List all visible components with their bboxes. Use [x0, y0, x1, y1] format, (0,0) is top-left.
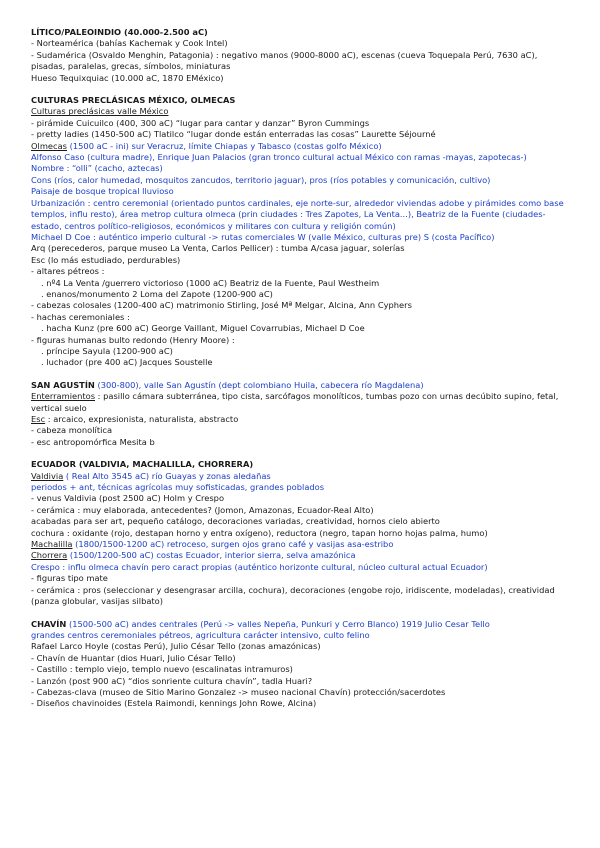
text-line: [31, 38, 572, 49]
underlined-term: Esc: [31, 414, 46, 424]
text-run: cochura : oxidante (rojo, destapan horno y entra oxígeno), reductora (negro, tapan horno hojas palma, humo): [31, 527, 488, 538]
section-heading: CHAVÍN: [31, 618, 67, 629]
text-run: Nombre : “olli” (cacho, aztecas): [31, 163, 163, 174]
text-run: : pasillo cámara subterránea, tipo cista, sarcófagos monolíticos, tumbas pozo con urnas decúbito supino, fetal, vertical suelo: [31, 391, 561, 413]
section-heading: CULTURAS PRECLÁSICAS MÉXICO, OLMECAS: [31, 95, 236, 106]
text-run: Alfonso Caso (cultura madre), Enrique Juan Palacios (gran tronco cultural actual México con ramas -mayas, zapotecas-): [31, 152, 527, 163]
document-section: [31, 95, 572, 369]
text-run: - Castillo : templo viejo, templo nuevo (escalinatas intramuros): [31, 664, 293, 675]
text-line: [31, 346, 572, 357]
section-heading-line: [31, 619, 572, 630]
text-line: [31, 505, 572, 516]
text-line: [31, 129, 572, 140]
text-line: [31, 106, 572, 117]
text-line: [31, 687, 572, 698]
underlined-term: Valdivia: [31, 470, 64, 481]
text-run: . luchador (pre 400 aC) Jacques Soustelle: [41, 357, 213, 368]
underlined-term: Machalilla: [31, 539, 73, 550]
text-line: [31, 73, 572, 84]
text-line: [31, 163, 572, 174]
text-run: - cabezas colosales (1200-400 aC) matrimonio Stirling, José Mª Melgar, Alcina, Ann Cyphers: [31, 300, 412, 311]
text-line: [31, 664, 572, 675]
text-line: [31, 278, 572, 289]
text-run: - Cabezas-clava (museo de Sitio Marino Gonzalez -> museo nacional Chavín) protección/sacerdotes: [31, 686, 446, 697]
text-run: Arq (perecederos, parque museo La Venta, Carlos Pellicer) : tumba A/casa jaguar, solerías: [31, 243, 405, 254]
underlined-term: Enterramientos: [31, 391, 96, 402]
text-run: : arcaico, expresionista, naturalista, abstracto: [45, 414, 239, 424]
document-section: [31, 619, 572, 710]
text-run: - altares pétreos :: [31, 266, 105, 277]
text-line: [31, 676, 572, 687]
text-line: [31, 550, 572, 561]
text-run: periodos + ant, técnicas agrícolas muy sofisticadas, grandes poblados: [31, 482, 325, 493]
text-line: [31, 516, 572, 527]
text-run: . príncipe Sayula (1200-900 aC): [41, 345, 173, 356]
text-run: - cerámica : pros (seleccionar y desengrasar arcilla, cochura), decoraciones (engobe rojo, iridiscente, modeladas), creatividad (panza globular, vasijas silbato): [31, 584, 558, 607]
text-line: [31, 335, 572, 346]
text-line: [31, 255, 572, 266]
section-heading-line: [31, 95, 572, 106]
text-line: [31, 585, 572, 608]
text-run: - pirámide Cuicuilco (400, 300 aC) “lugar para cantar y danzar” Byron Cummings: [31, 117, 370, 128]
text-run: - cerámica : muy elaborada, antecedentes? (Jomon, Amazonas, Ecuador-Real Alto): [31, 504, 374, 515]
section-heading-line: [31, 459, 572, 470]
text-line: [31, 425, 572, 436]
text-line: [31, 573, 572, 584]
text-run: Urbanización : centro ceremonial (orientado puntos cardinales, eje norte-sur, alrededor viviendas adobe y pirámides como base templos, influ resto), área metrop cultura olmeca (prin ciudades : Tres Zapotes, La Venta...), Beatriz de la Fuente (ciudades-estado, centros político-religiosos, económicos y militares con cultura y religión común): [31, 197, 567, 231]
text-line: [31, 198, 572, 232]
text-run: Crespo : influ olmeca chavín pero caract propias (auténtico horizonte cultural, núcleo cultural actual Ecuador): [31, 561, 488, 572]
text-line: [31, 698, 572, 709]
underlined-term: Culturas preclásicas valle México: [31, 106, 169, 117]
text-line: [31, 289, 572, 300]
text-run: acabadas para ser art, pequeño catálogo, decoraciones variadas, creatividad, hornos cielo abierto: [31, 516, 440, 527]
text-line: [31, 653, 572, 664]
text-run: - Diseños chavinoides (Estela Raimondi, kennings John Rowe, Alcina): [31, 698, 317, 709]
text-run: - figuras humanas bulto redondo (Henry Moore) :: [31, 334, 235, 345]
text-run: - Chavín de Huantar (dios Huari, Julio César Tello): [31, 652, 236, 663]
text-line: [31, 528, 572, 539]
text-run: Rafael Larco Hoyle (costas Perú), Julio César Tello (zonas amazónicas): [31, 641, 321, 652]
text-run: (300-800), valle San Agustín (dept colombiano Huila, cabecera río Magdalena): [94, 379, 424, 390]
text-run: (1500/1200-500 aC) costas Ecuador, interior sierra, selva amazónica: [67, 550, 356, 561]
text-run: - venus Valdivia (post 2500 aC) Holm y Crespo: [31, 493, 225, 504]
text-line: [31, 50, 572, 73]
text-run: ( Real Alto 3545 aC) río Guayas y zonas aledañas: [63, 470, 271, 481]
text-line: [31, 414, 572, 425]
text-run: Michael D Coe : auténtico imperio cultural -> rutas comerciales W (valle México, culturas pre) S (costa Pacífico): [31, 231, 495, 242]
text-run: - pretty ladies (1450-500 aC) Tlatilco “lugar donde están enterradas las cosas” Laurette Séjourné: [31, 129, 436, 140]
section-heading-line: [31, 27, 572, 38]
text-line: [31, 323, 572, 334]
section-heading: LÍTICO/PALEOINDIO (40.000-2.500 aC): [31, 27, 208, 37]
section-heading: SAN AGUSTÍN: [31, 379, 95, 390]
text-run: . nº4 La Venta /guerrero victorioso (1000 aC) Beatriz de la Fuente, Paul Westheim: [41, 277, 380, 288]
text-line: [31, 118, 572, 129]
text-line: [31, 437, 572, 448]
text-run: grandes centros ceremoniales pétreos, agricultura carácter intensivo, culto felino: [31, 629, 370, 640]
text-line: [31, 641, 572, 652]
document-section: [31, 27, 572, 84]
document-section: [31, 380, 572, 448]
text-line: [31, 539, 572, 550]
underlined-term: Olmecas: [31, 140, 67, 151]
text-line: [31, 630, 572, 641]
text-line: [31, 391, 572, 414]
text-run: Esc (lo más estudiado, perdurables): [31, 254, 181, 265]
text-run: - hachas ceremoniales :: [31, 311, 130, 322]
text-run: . enanos/monumento 2 Loma del Zapote (1200-900 aC): [41, 288, 273, 299]
text-line: [31, 152, 572, 163]
text-run: Paisaje de bosque tropical lluvioso: [31, 186, 174, 197]
text-run: - Sudamérica (Osvaldo Menghin, Patagonia) : negativo manos (9000-8000 aC), escenas (cueva Toquepala Perú, 7630 aC), pisadas, paralelas, grecas, símbolos, miniaturas: [31, 49, 540, 72]
text-line: [31, 312, 572, 323]
text-run: Hueso Tequixquiac (10.000 aC, 1870 EMéxico): [31, 72, 224, 83]
text-line: [31, 482, 572, 493]
text-line: [31, 175, 572, 186]
text-line: [31, 243, 572, 254]
text-line: [31, 357, 572, 368]
section-heading-line: [31, 380, 572, 391]
underlined-term: Chorrera: [31, 550, 68, 561]
text-run: - Lanzón (post 900 aC) “dios sonriente cultura chavín”, tadla Huari?: [31, 675, 313, 686]
text-line: [31, 471, 572, 482]
text-run: (1500 aC - ini) sur Veracruz, límite Chiapas y Tabasco (costas golfo México): [67, 140, 382, 151]
text-line: [31, 300, 572, 311]
text-line: [31, 186, 572, 197]
section-heading: ECUADOR (VALDIVIA, MACHALILLA, CHORRERA): [31, 459, 254, 470]
text-run: - esc antropomórfica Mesita b: [31, 436, 155, 447]
document-section: [31, 459, 572, 607]
text-run: (1800/1500-1200 aC) retroceso, surgen ojos grano café y vasijas asa-estribo: [72, 539, 394, 550]
text-run: (1500-500 aC) andes centrales (Perú -> valles Nepeña, Punkuri y Cerro Blanco) 1919 Julio Cesar Tello: [66, 618, 490, 629]
text-run: . hacha Kunz (pre 600 aC) George Vaillant, Miguel Covarrubias, Michael D Coe: [41, 323, 365, 334]
text-line: [31, 562, 572, 573]
text-run: Cons (ríos, calor humedad, mosquitos zancudos, territorio jaguar), pros (ríos potables y comunicación, cultivo): [31, 174, 491, 185]
text-run: - cabeza monolítica: [31, 425, 113, 436]
text-line: [31, 266, 572, 277]
text-line: [31, 493, 572, 504]
text-run: - figuras tipo mate: [31, 573, 108, 584]
text-run: - Norteamérica (bahías Kachemak y Cook Intel): [31, 38, 228, 49]
text-line: [31, 141, 572, 152]
text-line: [31, 232, 572, 243]
